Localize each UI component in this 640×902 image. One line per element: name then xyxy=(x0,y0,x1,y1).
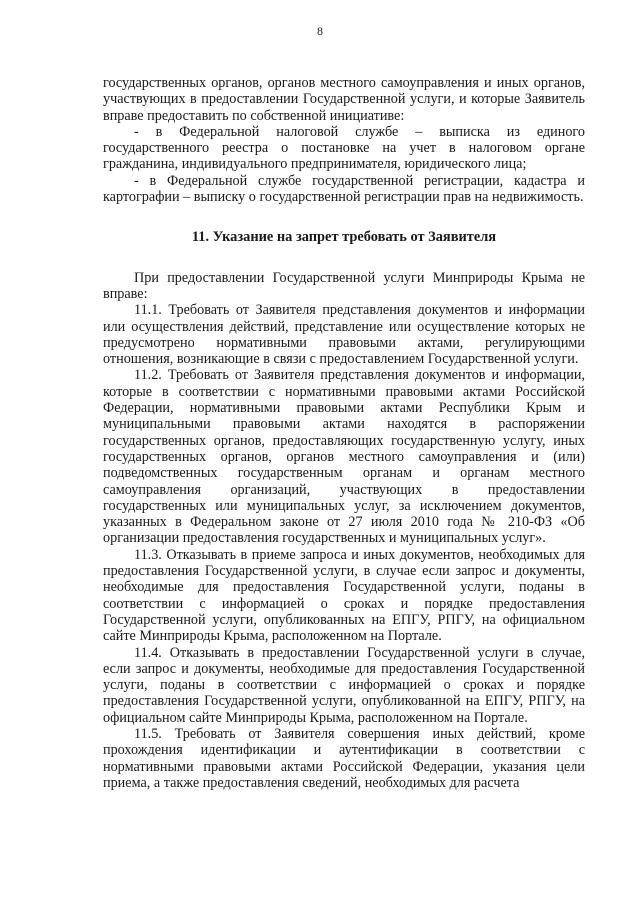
page-number: 8 xyxy=(317,24,323,38)
paragraph: При предоставлении Государственной услуги Минприроды Крыма не вправе: xyxy=(103,269,585,302)
paragraph: - в Федеральной налоговой службе – выписка из единого государственного реестра о постановке на учет в налоговом органе гражданина, индивидуального предпринимателя, юридического лица; xyxy=(103,123,585,173)
paragraph: 11.2. Требовать от Заявителя представления документов и информации, которые в соответствии с нормативными правовыми актами Российской Федерации, нормативными правовыми актами Республики Крым и муниципальными правовыми актами находятся в распоряжении государственных органов, предоставляющих государственную услугу, иных государственных органов, органов местного самоуправления и (или) подведомственных государственным органам и органам местного самоуправления организаций, участвующих в предоставлении государственных или муниципальных услуг, за исключением документов, указанных в Федеральном законе от 27 июля 2010 года № 210-ФЗ «Об организации предоставления государственных и муниципальных услуг». xyxy=(103,367,585,547)
paragraph: 11.1. Требовать от Заявителя представления документов и информации или осуществления действий, представление или осуществление которых не предусмотрено нормативными правовыми актами, регулирующими отношения, возникающие в связи с предоставлением Государственной услуги. xyxy=(103,302,585,368)
document-body xyxy=(103,75,585,791)
paragraph: 11.3. Отказывать в приеме запроса и иных документов, необходимых для предоставления Государственной услуги, в случае если запрос и документы, необходимые для предоставления Государственной услуги, поданы в соответствии с информацией о сроках и порядке предоставления Государственной услуги, опубликованных на ЕПГУ, РПГУ, на официальном сайте Минприроды Крыма, расположенном на Портале. xyxy=(103,546,585,645)
paragraph: 11.4. Отказывать в предоставлении Государственной услуги в случае, если запрос и документы, необходимые для предоставления Государственной услуги, поданы в соответствии с информацией о сроках и порядке предоставления Государственной услуги, опубликованной на ЕПГУ, РПГУ, на официальном сайте Минприроды Крыма, расположенном на Портале. xyxy=(103,644,585,726)
paragraph: 11.5. Требовать от Заявителя совершения иных действий, кроме прохождения идентификации и аутентификации в соответствии с нормативными правовыми актами Российской Федерации, указания цели приема, а также предоставления сведений, необходимых для расчета xyxy=(103,725,585,791)
paragraph: государственных органов, органов местного самоуправления и иных органов, участвующих в предоставлении Государственной услуги, и которые Заявитель вправе предоставить по собственной инициативе: xyxy=(103,75,585,124)
paragraph: - в Федеральной службе государственной регистрации, кадастра и картографии – выписку о государственной регистрации прав на недвижимость. xyxy=(103,172,585,206)
section-heading: 11. Указание на запрет требовать от Заявителя xyxy=(191,229,497,246)
